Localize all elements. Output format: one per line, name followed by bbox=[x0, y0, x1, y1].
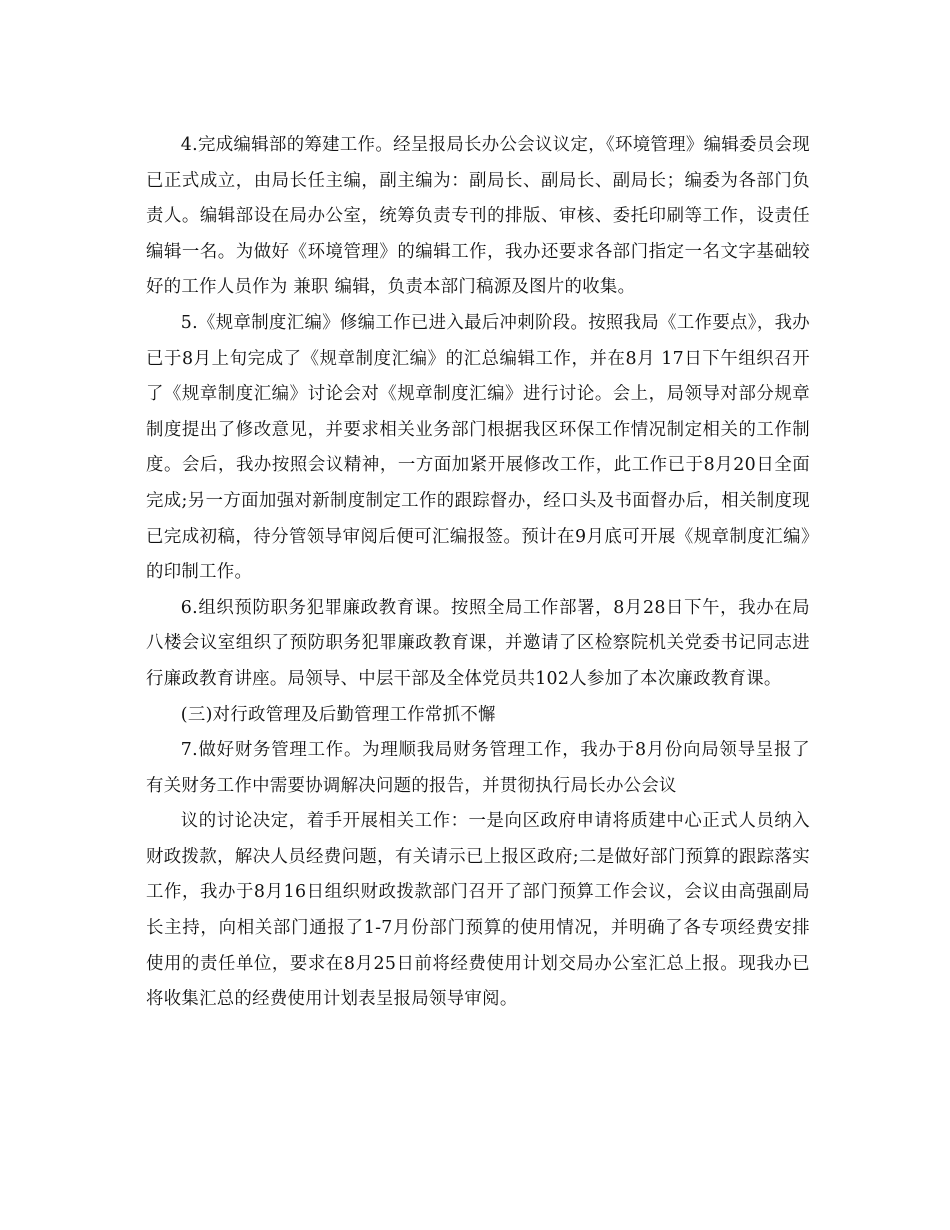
paragraph-item-5: 5.《规章制度汇编》修编工作已进入最后冲刺阶段。按照我局《工作要点》，我办已于8月上旬完成了《规章制度汇编》的汇总编辑工作，并在8月 17日下午组织召开了《规章制度汇编》讨论会对《规章制度汇编》进行讨论。会上，局领导对部分规章制度提出了修改意见，并要求相关业务部门根据我区环保工作情况制定相关的工作制度。会后，我办按照会议精神，一方面加紧开展修改工作，此工作已于8月20日全面完成;另一方面加强对新制度制定工作的跟踪督办，经口头及书面督办后，相关制度现已完成初稿，待分管领导审阅后便可汇编报签。预计在9月底可开展《规章制度汇编》的印制工作。 bbox=[146, 312, 810, 583]
document-page bbox=[146, 128, 810, 1018]
section-heading: (三)对行政管理及后勤管理工作常抓不懈 bbox=[180, 704, 496, 725]
paragraph-item-7: 7.做好财务管理工作。为理顺我局财务管理工作，我办于8月份向局领导呈报了有关财务工作中需要协调解决问题的报告，并贯彻执行局长办公会议 bbox=[146, 740, 810, 796]
paragraph-item-6: 6.组织预防职务犯罪廉政教育课。按照全局工作部署，8月28日下午，我办在局八楼会议室组织了预防职务犯罪廉政教育课，并邀请了区检察院机关党委书记同志进行廉政教育讲座。局领导、中层干部及全体党员共102人参加了本次廉政教育课。 bbox=[146, 597, 810, 689]
paragraph-continuation: 议的讨论决定，着手开展相关工作：一是向区政府申请将质建中心正式人员纳入财政拨款，解决人员经费问题，有关请示已上报区政府;二是做好部门预算的跟踪落实工作，我办于8月16日组织财政拨款部门召开了部门预算工作会议，会议由高强副局长主持，向相关部门通报了1-7月份部门预算的使用情况，并明确了各专项经费安排使用的责任单位，要求在8月25日前将经费使用计划交局办公室汇总上报。现我办已将收集汇总的经费使用计划表呈报局领导审阅。 bbox=[146, 811, 810, 1010]
paragraph-item-4: 4.完成编辑部的筹建工作。经呈报局长办公会议议定，《环境管理》编辑委员会现已正式成立，由局长任主编，副主编为：副局长、副局长、副局长；编委为各部门负责人。编辑部设在局办公室，统筹负责专刊的排版、审核、委托印刷等工作，设责任编辑一名。为做好《环境管理》的编辑工作，我办还要求各部门指定一名文字基础较好的工作人员作为 兼职 编辑，负责本部门稿源及图片的收集。 bbox=[146, 135, 810, 298]
